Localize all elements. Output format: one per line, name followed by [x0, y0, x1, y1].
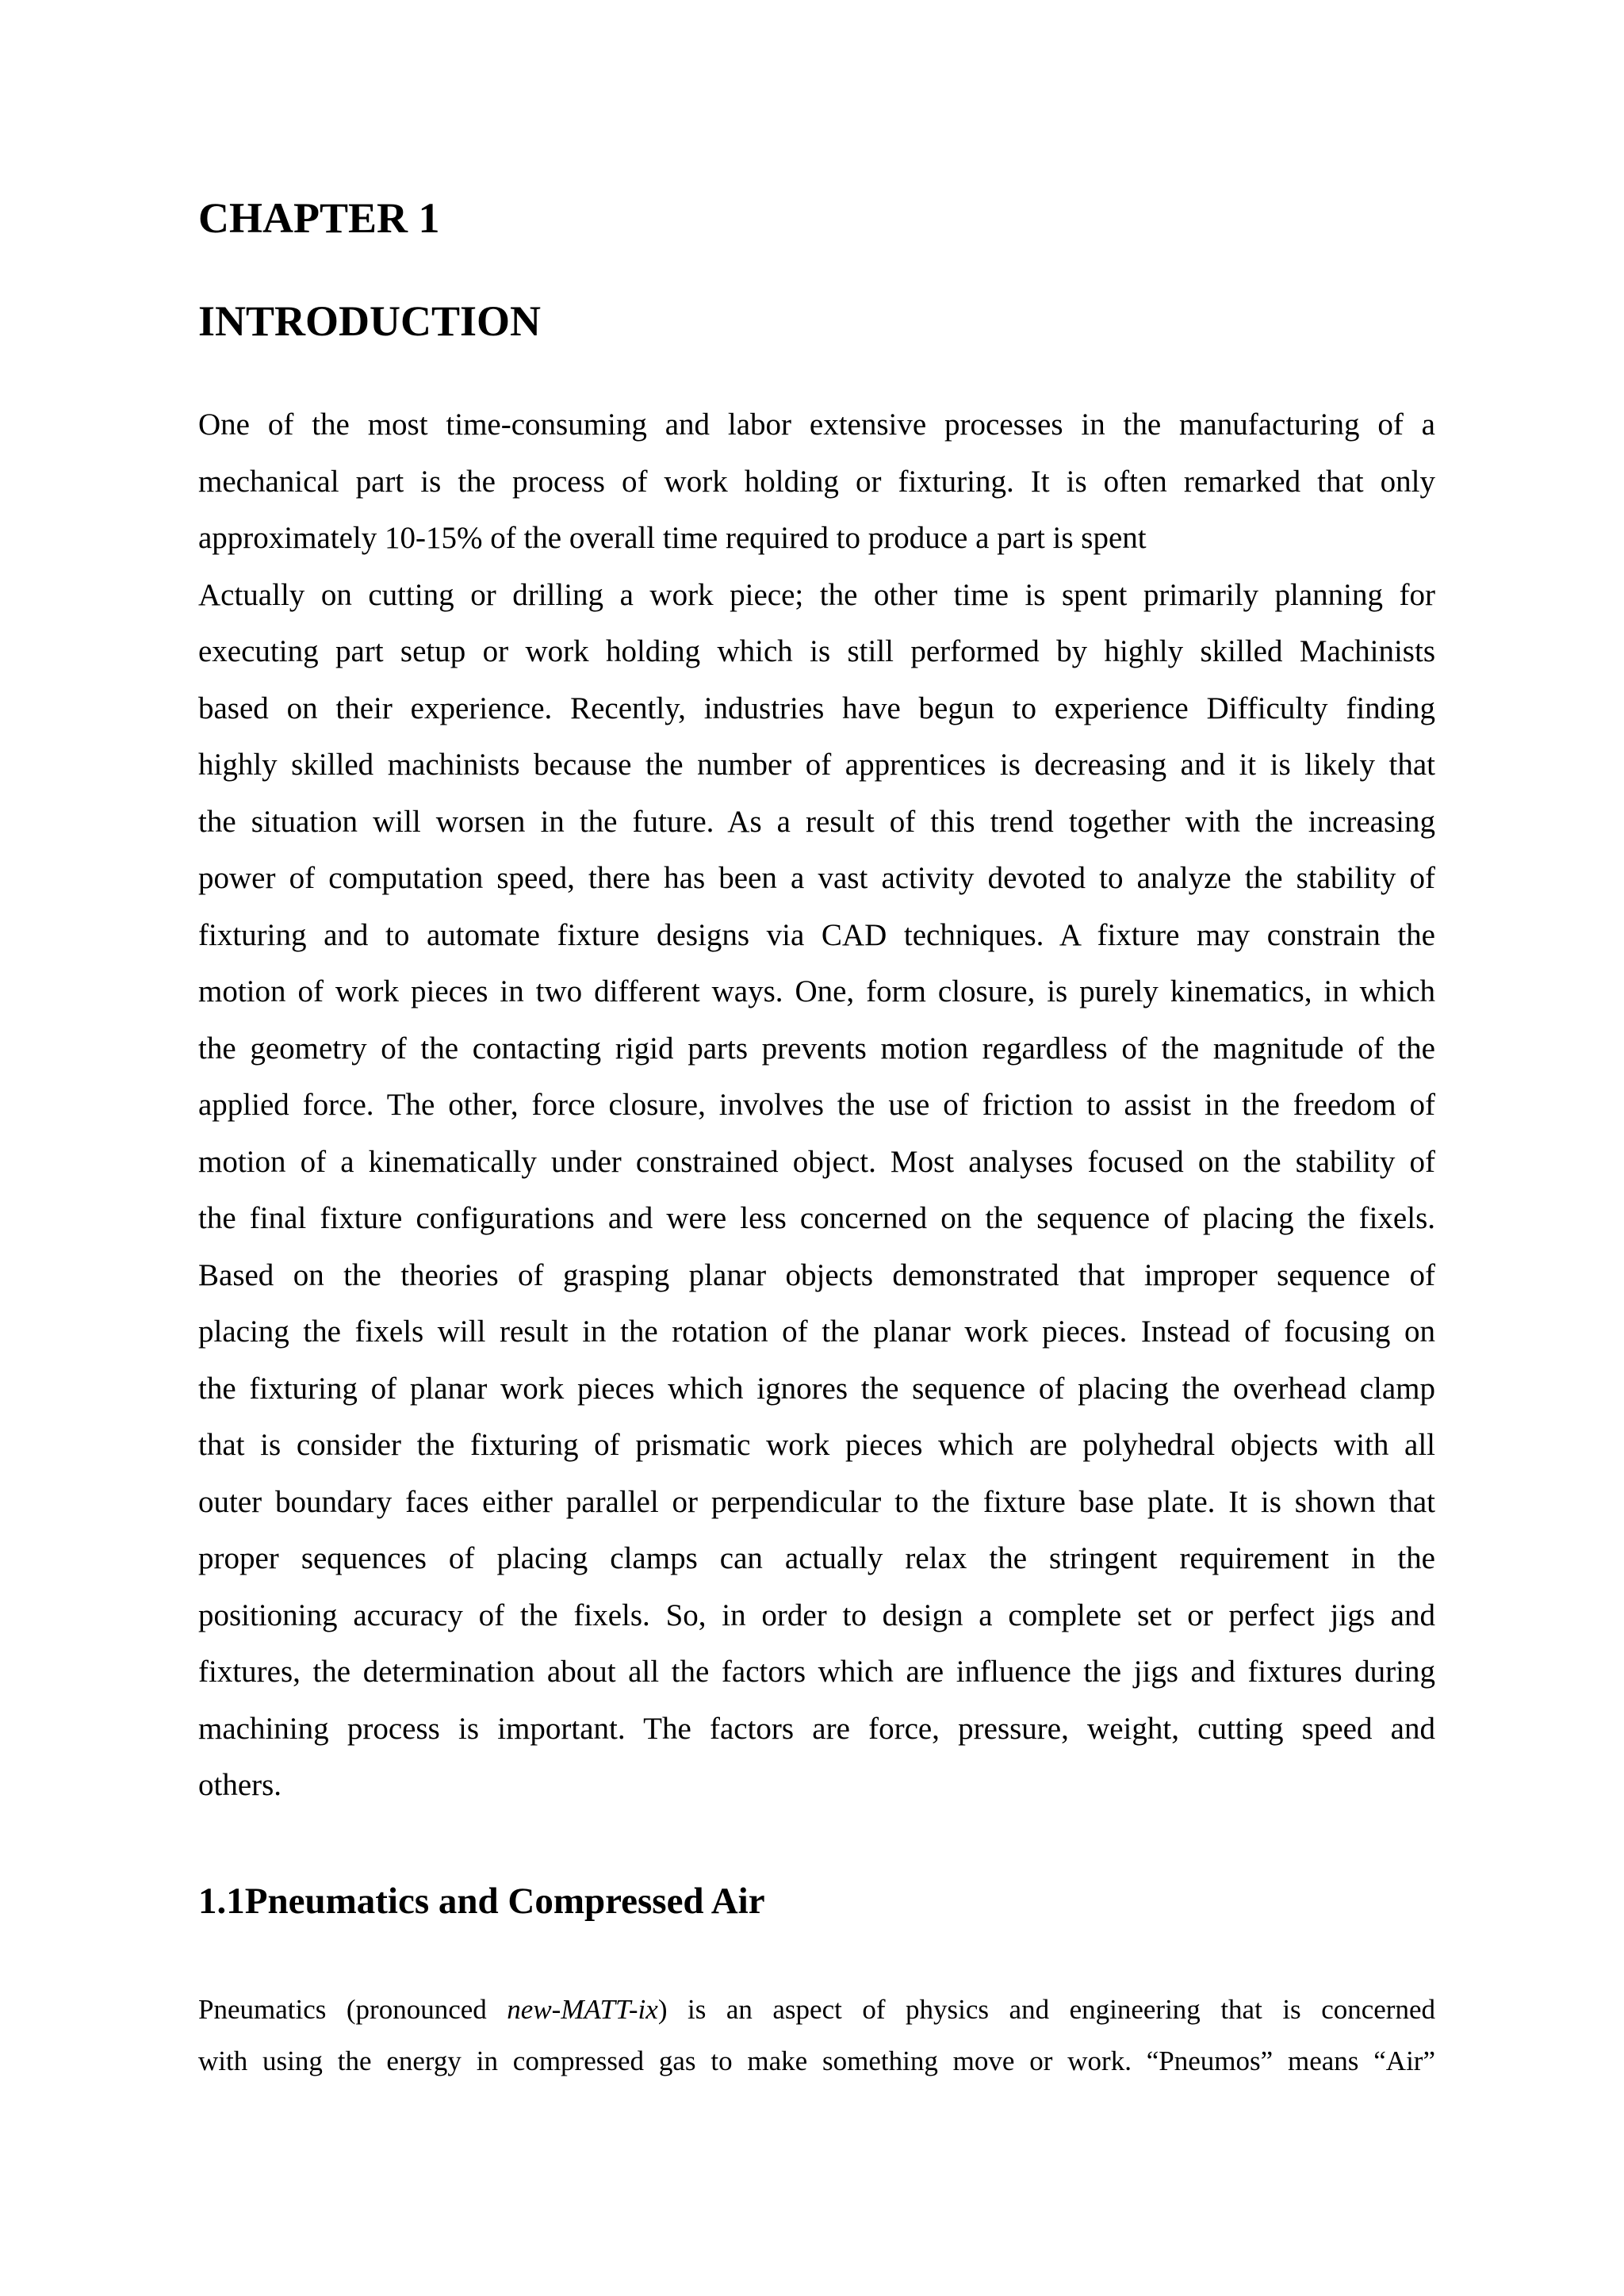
pneumatics-lead-text: Pneumatics (pronounced: [198, 1994, 508, 2025]
intro-paragraph: [198, 396, 1435, 1814]
section-heading: 1.1Pneumatics and Compressed Air: [198, 1881, 765, 1922]
paragraph-line: Actually on cutting or drilling a work piece; the other time is spent primarily planning for: [198, 577, 1435, 612]
paragraph-line: with using the energy in compressed gas to make something move or work. “Pneumos” means “Air”: [198, 2045, 1435, 2076]
paragraph-line: Based on the theories of grasping planar objects demonstrated that improper sequence of: [198, 1257, 1435, 1292]
paragraph-line: fixturing and to automate fixture designs via CAD techniques. A fixture may constrain the: [198, 917, 1435, 952]
paragraph-line: others.: [198, 1768, 282, 1802]
chapter-label: CHAPTER 1: [198, 194, 440, 242]
paragraph-line: highly skilled machinists because the number of apprentices is decreasing and it is likely that: [198, 748, 1435, 782]
paragraph-line: placing the fixels will result in the rotation of the planar work pieces. Instead of focusing on: [198, 1314, 1435, 1349]
paragraph-line: motion of work pieces in two different ways. One, form closure, is purely kinematics, in which: [198, 974, 1435, 1008]
paragraph-line: mechanical part is the process of work holding or fixturing. It is often remarked that only: [198, 464, 1435, 499]
chapter-title: INTRODUCTION: [198, 297, 542, 345]
paragraph-line: executing part setup or work holding which is still performed by highly skilled Machinists: [198, 634, 1435, 668]
paragraph-line: approximately 10-15% of the overall time required to produce a part is spent: [198, 521, 1147, 555]
paragraph-line: positioning accuracy of the fixels. So, in order to design a complete set or perfect jigs and: [198, 1598, 1435, 1632]
paragraph-line: machining process is important. The factors are force, pressure, weight, cutting speed and: [198, 1711, 1435, 1746]
paragraph-line: that is consider the fixturing of prismatic work pieces which are polyhedral objects with all: [198, 1428, 1435, 1462]
paragraph-line: proper sequences of placing clamps can actually relax the stringent requirement in the: [198, 1541, 1435, 1575]
pronunciation-text: new-MATT-ix: [507, 1994, 658, 2025]
paragraph-line: the geometry of the contacting rigid parts prevents motion regardless of the magnitude of the: [198, 1031, 1435, 1066]
paragraph-line: based on their experience. Recently, industries have begun to experience Difficulty finding: [198, 691, 1435, 725]
pneumatics-definition-text: ) is an aspect of physics and engineering that is concerned: [657, 1994, 1435, 2025]
paragraph-line: power of computation speed, there has been a vast activity devoted to analyze the stability of: [198, 861, 1435, 895]
paragraph-line: the situation will worsen in the future. As a result of this trend together with the increasing: [198, 804, 1435, 839]
paragraph-line: fixtures, the determination about all the factors which are influence the jigs and fixtures during: [198, 1655, 1435, 1689]
paragraph-line: the final fixture configurations and were less concerned on the sequence of placing the fixels.: [198, 1201, 1435, 1235]
paragraph-line: the fixturing of planar work pieces which ignores the sequence of placing the overhead clamp: [198, 1371, 1435, 1406]
paragraph-line: applied force. The other, force closure, involves the use of friction to assist in the freedom of: [198, 1088, 1435, 1122]
paragraph-line: One of the most time-consuming and labor extensive processes in the manufacturing of a: [198, 408, 1435, 442]
paragraph-line: [198, 1984, 1435, 2035]
paragraph-line: motion of a kinematically under constrained object. Most analyses focused on the stability of: [198, 1144, 1435, 1179]
paragraph-line: outer boundary faces either parallel or perpendicular to the fixture base plate. It is shown that: [198, 1484, 1435, 1519]
section-paragraph: [198, 1984, 1435, 2087]
